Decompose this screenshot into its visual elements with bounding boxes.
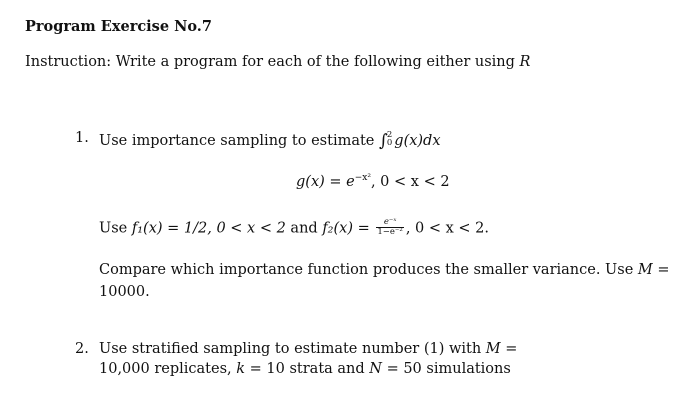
var-n: N [369,361,382,377]
function-domain: , 0 < x < 2 [370,174,450,190]
f2-fraction [376,218,403,237]
item-2-line-2 [99,361,511,377]
f2-domain: , 0 < x < 2. [405,220,490,237]
function-exponent: −x² [354,173,371,184]
item-2-number: 2. [75,341,89,357]
f2-denominator: 1−e⁻² [377,227,403,237]
and-word: and [285,220,323,237]
item-1-line-1 [99,130,441,150]
compare-line-1 [99,262,670,278]
var-k: k [236,361,246,377]
strata-text: = 10 strata and [245,361,370,377]
item-2-line-1 [99,341,517,357]
f1-definition: f₁(x) = 1/2, 0 < x < 2 [131,220,286,237]
simulations-text: = 50 simulations [381,361,511,377]
instruction-body: Instruction: Write a program for each of the following either using [25,54,520,70]
f2-numerator: e⁻ˣ [376,218,403,228]
item-2-eq: = [500,341,518,357]
integral-symbol: ∫ [379,131,388,151]
item-2-var-m: M [485,341,501,357]
item-1-number: 1. [75,130,89,146]
instruction-language: R [519,54,531,70]
importance-functions [99,219,489,238]
f2-lhs: f₂(x) = [322,220,375,237]
page-title: Program Exercise No.7 [25,18,212,35]
compare-line-2: 10000. [99,284,150,300]
integrand: g(x)dx [394,133,441,149]
item-1-intro: Use importance sampling to estimate [99,133,379,149]
replicates-text: 10,000 replicates, [99,361,237,377]
function-definition [296,174,450,190]
upper-limit: 2 [386,130,393,140]
compare-eq: = [652,262,670,278]
compare-var: M [637,262,653,278]
compare-text: Compare which importance function produces the smaller variance. Use [99,262,638,278]
use-prefix: Use [99,220,132,237]
lower-limit: 0 [386,138,393,148]
instruction-text [25,54,530,70]
integral-limits [387,131,392,147]
function-lhs: g(x) = e [296,174,355,190]
item-2-intro: Use stratified sampling to estimate number (1) with [99,341,486,357]
